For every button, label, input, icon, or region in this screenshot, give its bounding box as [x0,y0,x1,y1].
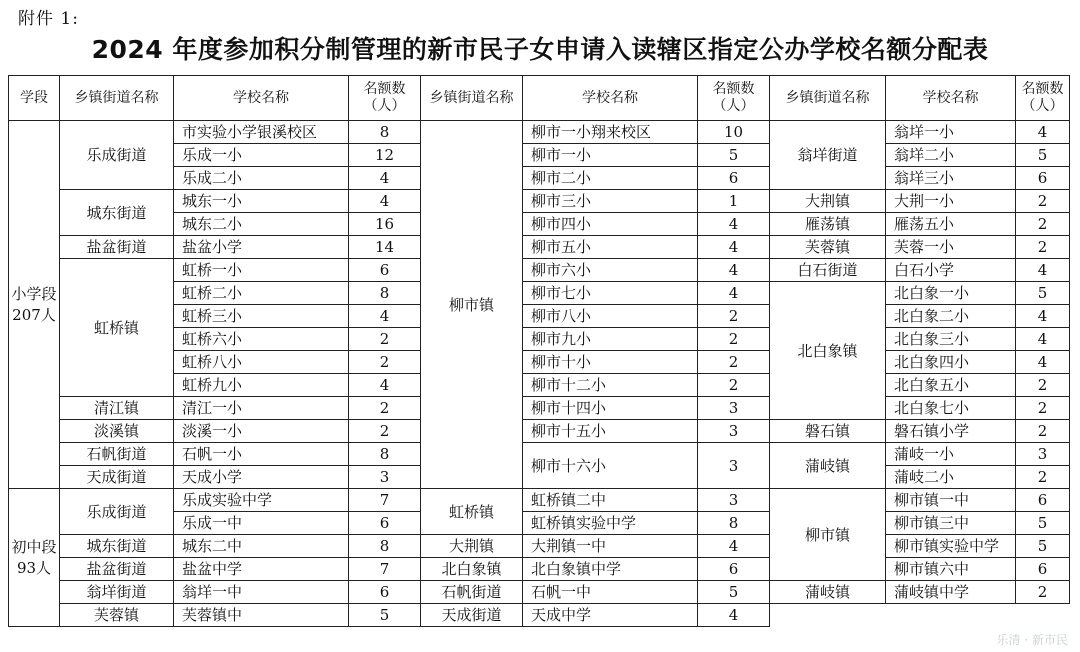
town-cell: 蒲岐镇 [770,581,886,604]
school-cell: 天成小学 [174,466,349,489]
town-cell: 虹桥镇 [421,489,523,535]
school-cell: 市实验小学银溪校区 [174,121,349,144]
table-row [9,190,1070,213]
school-cell: 虹桥镇二中 [523,489,698,512]
school-cell: 虹桥镇实验中学 [523,512,698,535]
quota-cell: 3 [698,420,770,443]
school-cell: 柳市六小 [523,259,698,282]
town-cell: 石帆街道 [60,443,174,466]
town-cell: 翁垟街道 [770,121,886,190]
school-cell: 柳市三小 [523,190,698,213]
school-cell: 柳市八小 [523,305,698,328]
quota-cell: 2 [349,420,421,443]
quota-cell: 2 [349,351,421,374]
header-quota: 名额数 （人） [698,76,770,121]
page-title: 2024 年度参加积分制管理的新市民子女申请入读辖区指定公办学校名额分配表 [91,35,989,64]
town-cell: 大荆镇 [421,535,523,558]
quota-cell: 4 [349,374,421,397]
quota-cell: 14 [349,236,421,259]
quota-cell: 10 [698,121,770,144]
quota-cell: 2 [698,328,770,351]
school-cell: 乐成一中 [174,512,349,535]
quota-cell: 5 [1016,144,1070,167]
quota-cell: 3 [1016,443,1070,466]
quota-cell: 4 [1016,305,1070,328]
quota-cell: 6 [698,167,770,190]
quota-cell: 6 [698,558,770,581]
quota-cell: 6 [349,259,421,282]
school-cell: 城东一小 [174,190,349,213]
header-quota: 名额数 （人） [349,76,421,121]
quota-cell: 5 [698,144,770,167]
town-cell: 天成街道 [60,466,174,489]
town-cell: 柳市镇 [770,489,886,581]
school-cell: 翁垟一小 [886,121,1016,144]
town-cell: 乐成街道 [60,121,174,190]
attachment-label: 附件 1: [18,9,79,29]
school-cell: 城东二中 [174,535,349,558]
quota-cell: 4 [698,535,770,558]
school-cell: 乐成二小 [174,167,349,190]
school-cell: 乐成实验中学 [174,489,349,512]
quota-cell: 8 [698,512,770,535]
quota-cell: 5 [1016,535,1070,558]
quota-cell: 4 [1016,121,1070,144]
table-row [9,535,1070,558]
quota-cell: 3 [698,397,770,420]
town-cell: 盐盆街道 [60,236,174,259]
quota-cell: 12 [349,144,421,167]
town-cell: 翁垟街道 [60,581,174,604]
town-cell: 大荆镇 [770,190,886,213]
quota-cell: 2 [1016,466,1070,489]
school-cell: 北白象四小 [886,351,1016,374]
quota-cell: 2 [1016,236,1070,259]
quota-cell: 8 [349,121,421,144]
quota-cell: 7 [349,558,421,581]
school-cell: 虹桥一小 [174,259,349,282]
school-cell: 翁垟二小 [886,144,1016,167]
school-cell: 虹桥八小 [174,351,349,374]
school-cell: 清江一小 [174,397,349,420]
quota-cell: 6 [349,512,421,535]
school-cell: 淡溪一小 [174,420,349,443]
school-cell: 乐成一小 [174,144,349,167]
quota-cell: 5 [698,581,770,604]
header-school: 学校名称 [886,76,1016,121]
town-cell: 芙蓉镇 [770,236,886,259]
town-cell: 白石街道 [770,259,886,282]
quota-cell: 4 [698,282,770,305]
school-cell: 北白象二小 [886,305,1016,328]
town-cell: 虹桥镇 [60,259,174,397]
school-cell: 北白象镇中学 [523,558,698,581]
quota-cell: 2 [698,374,770,397]
school-cell: 柳市五小 [523,236,698,259]
school-cell: 柳市四小 [523,213,698,236]
quota-cell: 5 [1016,282,1070,305]
school-cell: 城东二小 [174,213,349,236]
quota-cell: 5 [1016,512,1070,535]
school-cell: 柳市七小 [523,282,698,305]
school-cell: 虹桥六小 [174,328,349,351]
school-cell: 柳市十小 [523,351,698,374]
school-cell: 柳市十六小 [523,443,698,489]
school-cell: 大荆镇一中 [523,535,698,558]
quota-cell: 6 [1016,167,1070,190]
town-cell: 石帆街道 [421,581,523,604]
town-cell: 北白象镇 [421,558,523,581]
town-cell: 雁荡镇 [770,213,886,236]
quota-cell: 1 [698,190,770,213]
school-cell: 虹桥二小 [174,282,349,305]
header-school: 学校名称 [174,76,349,121]
town-cell: 清江镇 [60,397,174,420]
school-cell: 柳市九小 [523,328,698,351]
header-town: 乡镇街道名称 [60,76,174,121]
table-row [9,236,1070,259]
town-cell: 盐盆街道 [60,558,174,581]
quota-cell: 4 [698,604,770,627]
table-row [9,604,1070,627]
quota-cell: 6 [1016,558,1070,581]
school-cell: 石帆一中 [523,581,698,604]
town-cell: 芙蓉镇 [60,604,174,627]
quota-cell: 8 [349,282,421,305]
quota-cell: 2 [1016,374,1070,397]
school-cell: 天成中学 [523,604,698,627]
school-cell: 芙蓉镇中 [174,604,349,627]
quota-cell: 4 [698,236,770,259]
quota-cell: 2 [698,351,770,374]
school-cell: 柳市十二小 [523,374,698,397]
town-cell: 天成街道 [421,604,523,627]
table-row [9,581,1070,604]
town-cell: 磐石镇 [770,420,886,443]
quota-cell: 4 [1016,351,1070,374]
school-cell: 蒲岐镇中学 [886,581,1016,604]
stage-cell-middle: 初中段93人 [9,489,60,627]
quota-cell: 4 [698,259,770,282]
table-header-row [9,76,1070,121]
quota-cell: 2 [1016,581,1070,604]
school-cell: 柳市一小翔来校区 [523,121,698,144]
quota-cell: 4 [349,167,421,190]
school-cell: 柳市二小 [523,167,698,190]
town-cell: 城东街道 [60,190,174,236]
town-cell: 乐成街道 [60,489,174,535]
school-cell: 北白象三小 [886,328,1016,351]
table-row [9,397,1070,420]
quota-cell: 2 [698,305,770,328]
school-cell: 柳市十四小 [523,397,698,420]
town-cell: 淡溪镇 [60,420,174,443]
school-cell: 虹桥三小 [174,305,349,328]
school-cell: 柳市镇三中 [886,512,1016,535]
table-row [9,489,1070,512]
table-row [9,259,1070,282]
school-cell: 柳市一小 [523,144,698,167]
school-cell: 虹桥九小 [174,374,349,397]
header-quota: 名额数 （人） [1016,76,1070,121]
school-cell: 盐盆中学 [174,558,349,581]
table-row [9,443,1070,466]
quota-cell: 4 [698,213,770,236]
school-cell: 盐盆小学 [174,236,349,259]
quota-cell: 2 [349,397,421,420]
school-cell: 芙蓉一小 [886,236,1016,259]
table-row [9,558,1070,581]
quota-table [8,75,1070,627]
school-cell: 磐石镇小学 [886,420,1016,443]
school-cell: 翁垟三小 [886,167,1016,190]
quota-cell: 8 [349,443,421,466]
quota-cell: 16 [349,213,421,236]
quota-cell: 7 [349,489,421,512]
header-town: 乡镇街道名称 [421,76,523,121]
header-stage: 学段 [9,76,60,121]
school-cell: 石帆一小 [174,443,349,466]
school-cell: 蒲岐一小 [886,443,1016,466]
town-cell: 蒲岐镇 [770,443,886,489]
school-cell: 柳市十五小 [523,420,698,443]
header-town: 乡镇街道名称 [770,76,886,121]
school-cell: 翁垟一中 [174,581,349,604]
town-cell: 柳市镇 [421,121,523,489]
quota-cell: 6 [1016,489,1070,512]
quota-cell: 2 [1016,420,1070,443]
school-cell: 蒲岐二小 [886,466,1016,489]
school-cell: 北白象一小 [886,282,1016,305]
table-row [9,420,1070,443]
school-cell: 柳市镇六中 [886,558,1016,581]
quota-cell: 2 [1016,213,1070,236]
quota-cell: 4 [349,305,421,328]
quota-cell: 2 [1016,397,1070,420]
table-row [9,121,1070,144]
town-cell: 城东街道 [60,535,174,558]
school-cell: 北白象五小 [886,374,1016,397]
school-cell: 白石小学 [886,259,1016,282]
quota-cell: 2 [349,328,421,351]
stage-cell-primary: 小学段207人 [9,121,60,489]
quota-cell: 4 [1016,328,1070,351]
watermark: 乐清 · 新市民 [996,633,1068,647]
school-cell: 雁荡五小 [886,213,1016,236]
empty-cell [770,604,1070,627]
quota-cell: 2 [1016,190,1070,213]
header-school: 学校名称 [523,76,698,121]
quota-cell: 4 [349,190,421,213]
quota-cell: 3 [349,466,421,489]
quota-cell: 6 [349,581,421,604]
school-cell: 大荆一小 [886,190,1016,213]
quota-cell: 8 [349,535,421,558]
quota-cell: 3 [698,443,770,489]
quota-cell: 5 [349,604,421,627]
quota-cell: 3 [698,489,770,512]
school-cell: 柳市镇实验中学 [886,535,1016,558]
school-cell: 柳市镇一中 [886,489,1016,512]
town-cell: 北白象镇 [770,282,886,420]
school-cell: 北白象七小 [886,397,1016,420]
quota-cell: 4 [1016,259,1070,282]
